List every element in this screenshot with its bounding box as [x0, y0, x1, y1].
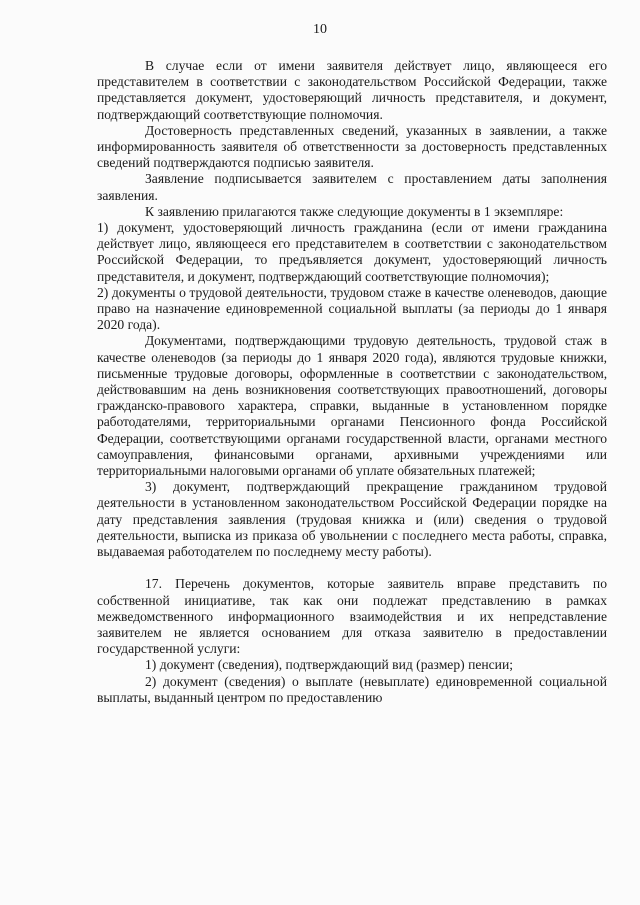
list-item-work-documents: 2) документы о трудовой деятельности, трудовом стаже в качестве оленеводов, дающие право на назначение единовременной социальной выплаты (за периоды до 1 января 2020 года).	[97, 284, 607, 333]
paragraph-representative: В случае если от имени заявителя действует лицо, являющееся его представителем в соответствии с законодательством Российской Федерации, также представляется документ, удостоверяющий личность представителя, и документ, подтверждающий соответствующие полномочия.	[97, 58, 607, 122]
document-body	[97, 58, 607, 706]
list-item-termination-document: 3) документ, подтверждающий прекращение гражданином трудовой деятельности в установленном законодательством Российской Федерации порядке на дату представления заявления (трудовая книжка и (или) сведения о трудовой деятельности, выписка из приказа об увольнении с последнего места работы, справка, выдаваемая работодателем по последнему месту работы).	[97, 479, 607, 560]
list-item-pension-document: 1) документ (сведения), подтверждающий вид (размер) пенсии;	[145, 657, 514, 673]
paragraph-reliability: Достоверность представленных сведений, указанных в заявлении, а также информированность заявителя об ответственности за достоверность представленных сведений подтверждаются подписью заявителя.	[97, 122, 607, 171]
page-number: 10	[313, 22, 327, 37]
paragraph-section-17: 17. Перечень документов, которые заявитель вправе представить по собственной инициативе, так как они подлежат представлению в рамках межведомственного информационного взаимодействия и их непредставление заявителем не является основанием для отказа заявителю в предоставлении государственной услуги:	[97, 576, 607, 657]
list-item-payment-document: 2) документ (сведения) о выплате (невыплате) единовременной социальной выплаты, выданный центром по предоставлению	[97, 673, 607, 705]
paragraph-work-documents-detail: Документами, подтверждающими трудовую деятельность, трудовой стаж в качестве оленеводов (за периоды до 1 января 2020 года), являются трудовые книжки, письменные трудовые договоры, оформленные в соответствии с законодательством, действовавшим на день возникновения соответствующих правоотношений, договоры гражданско-правового характера, справки, выданные в установленном порядке работодателями, территориальными органами Пенсионного фонда Российской Федерации, соответствующими органами государственной власти, органами местного самоуправления, финансовыми органами, архивными учреждениями или территориальными налоговыми органами об уплате обязательных платежей;	[97, 333, 607, 479]
paragraph-attachments-intro: К заявлению прилагаются также следующие документы в 1 экземпляре:	[145, 203, 564, 219]
paragraph-signature: Заявление подписывается заявителем с проставлением даты заполнения заявления.	[97, 171, 607, 203]
list-item-identity-document: 1) документ, удостоверяющий личность гражданина (если от имени гражданина действует лицо, являющееся его представителем в соответствии с законодательством Российской Федерации, то предъявляется документ, удостоверяющий личность представителя, и документ, подтверждающий соответствующие полномочия);	[97, 220, 607, 284]
section-gap	[97, 560, 607, 576]
